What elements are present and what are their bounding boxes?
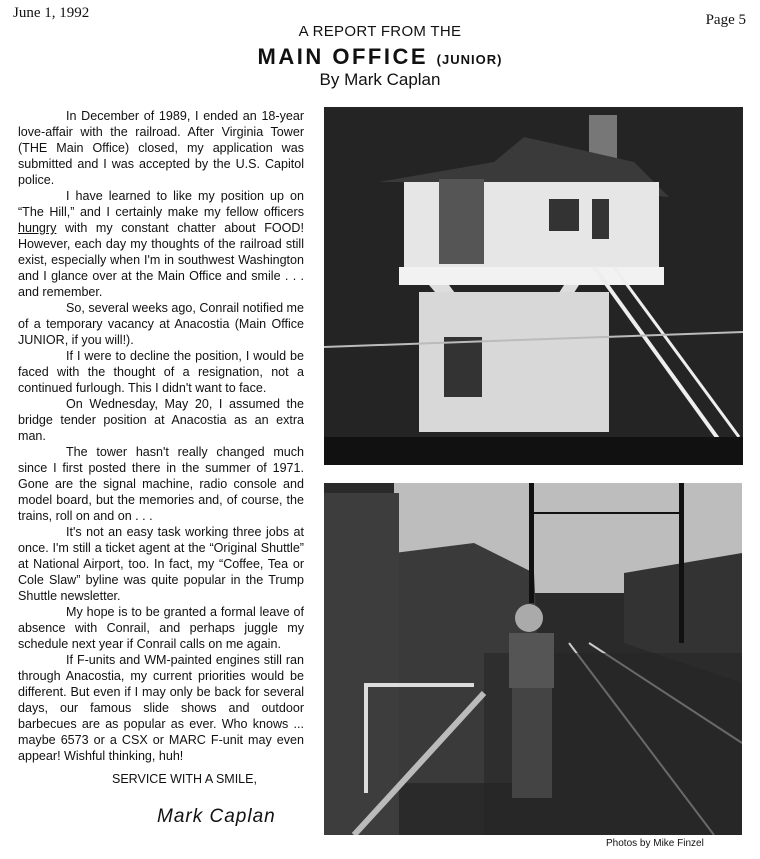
photo-tower <box>324 107 743 465</box>
paragraph: The tower hasn't really changed much since I first posted there in the summer of 1971. Gone are the signal machine, radio console and model board, but the memories and, of course, the trains, roll on and on . . . <box>18 445 304 523</box>
paragraph: If I were to decline the position, I would be faced with the thought of a resignation, not a continued furlough. This I didn't want to face. <box>18 349 304 395</box>
paragraph: In December of 1989, I ended an 18-year love-affair with the railroad. After Virginia Tower (THE Main Office) closed, my application was submitted and I was accepted by the U.S. Capitol police. <box>18 109 304 187</box>
paragraph: I have learned to like my position up on “The Hill,” and I certainly make my fellow officers hungry with my constant chatter about FOOD! However, each day my thoughts of the railroad still exist, especially when I'm in southwest Washington and I glance over at the Main Office and smile . . . and remember. <box>18 189 304 299</box>
paragraph: So, several weeks ago, Conrail notified me of a temporary vacancy at Anacostia (Main Office JUNIOR, if you will!). <box>18 301 304 347</box>
paragraph: My hope is to be granted a formal leave of absence with Conrail, and perhaps juggle my schedule next year if Conrail calls on me again. <box>18 605 304 651</box>
headline-sub: (JUNIOR) <box>436 52 503 67</box>
tower-illustration <box>324 107 743 465</box>
page-number: Page 5 <box>705 12 746 28</box>
signoff: SERVICE WITH A SMILE, <box>112 772 257 786</box>
bridge-illustration <box>324 483 742 835</box>
headline-main: MAIN OFFICE <box>257 44 429 69</box>
headline-kicker: A REPORT FROM THE <box>298 23 462 40</box>
paragraph: On Wednesday, May 20, I assumed the bridge tender position at Anacostia as an extra man. <box>18 397 304 443</box>
byline: By Mark Caplan <box>319 70 441 89</box>
photo-credit: Photos by Mike Finzel <box>606 838 704 849</box>
issue-date: June 1, 1992 <box>13 5 90 21</box>
photo-bridge <box>324 483 742 835</box>
paragraph: It's not an easy task working three jobs at once. I'm still a ticket agent at the “Original Shuttle” at National Airport, too. In fact, my “Coffee, Tea or Cole Slaw” byline was quite popular in the Trump Shuttle newsletter. <box>18 525 304 603</box>
article-body <box>18 108 304 764</box>
headline-title <box>0 44 760 70</box>
paragraph: If F-units and WM-painted engines still ran through Anacostia, my current priorities would be different. But even if I may only be back for several days, our famous slide shows and outdoor barbecues are as popular as ever. Who knows ... maybe 6573 or a CSX or MARC F-unit may even appear! Wishful thinking, huh! <box>18 653 304 763</box>
underlined-word: hungry <box>18 221 57 235</box>
signature: Mark Caplan <box>157 806 276 827</box>
